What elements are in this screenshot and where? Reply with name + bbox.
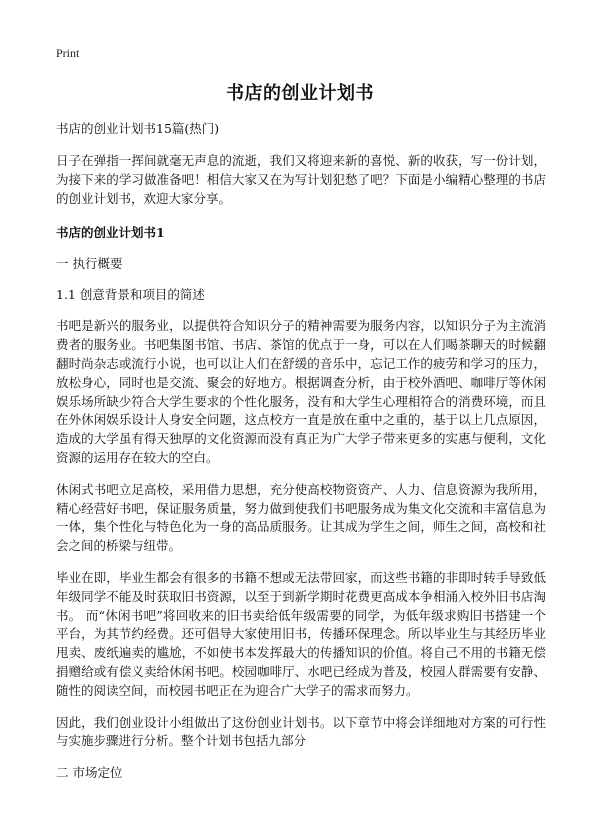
document-subtitle: 书店的创业计划书15篇(热门) [56,121,220,136]
body-paragraph-2: 休闲式书吧立足高校，采用借力思想，充分使高校物资资产、人力、信息资源为我所用，精心经营好书吧，保证服务质量，努力做到使我们书吧服务成为集文化交流和丰富信息为一体，集个性化与特色化为一身的高品质服务。让其成为学生之间，师生之间，高校和社会之间的桥梁与纽带。 [56,481,546,554]
intro-paragraph: 日子在弹指一挥间就毫无声息的流逝，我们又将迎来新的喜悦、新的收获，写一份计划，为接下来的学习做准备吧！相信大家又在为写计划犯愁了吧？下面是小编精心整理的书店的创业计划书，欢迎大家分享。 [56,153,546,206]
part-heading-executive-summary: 一 执行概要 [56,256,123,272]
body-paragraph-4: 因此，我们创业设计小组做出了这份创业计划书。以下章节中将会详细地对方案的可行性与实施步骤进行分析。整个计划书包括九部分 [56,714,546,749]
subsection-heading-background: 1.1 创意背景和项目的简述 [56,287,205,303]
section-heading: 书店的创业计划书1 [56,225,165,241]
body-paragraph-1: 书吧是新兴的服务业，以提供符合知识分子的精神需要为服务内容，以知识分子为主流消费者的服务业。书吧集图书馆、书店、茶馆的优点于一身，可以在人们喝茶聊天的时候翻翻时尚杂志或流行小说，也可以让人们在舒缓的音乐中，忘记工作的疲劳和学习的压力，放松身心，同时也是交流、聚会的好地方。根据调查分析，由于校外酒吧、咖啡厅等休闲娱乐场所缺少符合大学生要求的个性化服务，没有和大学生心理相符合的消费环境，而且在外休闲娱乐设计人身安全问题，这点校方一直是放在重中之重的，基于以上几点原因，造成的大学虽有得天独厚的文化资源而没有真正为广大学子带来更多的实惠与便利，文化资源的运用存在较大的空白。 [56,318,546,465]
part-heading-market-positioning: 二 市场定位 [56,765,123,781]
document-body [56,120,546,795]
body-paragraph-3: 毕业在即，毕业生都会有很多的书籍不想或无法带回家，而这些书籍的非即时转手导致低年级同学不能及时获取旧书资源，以至于到新学期时花费更高成本争相涌入校外旧书店淘书。 而“休闲书吧”将回收来的旧书卖给低年级需要的同学，为低年级求购旧书搭建一个平台，为其节约经费。还可倡导大家使用旧书，传播环保理念。所以毕业生与其经历毕业甩卖、废纸遍卖的尴尬，不如使书本发挥最大的传播知识的价值。将自己不用的书籍无偿捐赠给或有偿义卖给休闲书吧。校园咖啡厅、水吧已经成为普及，校园人群需要有安静、随性的阅读空间，而校园书吧正在为迎合广大学子的需求而努力。 [56,569,546,698]
page-title: 书店的创业计划书 [226,83,374,104]
print-link[interactable]: Print [56,46,80,60]
